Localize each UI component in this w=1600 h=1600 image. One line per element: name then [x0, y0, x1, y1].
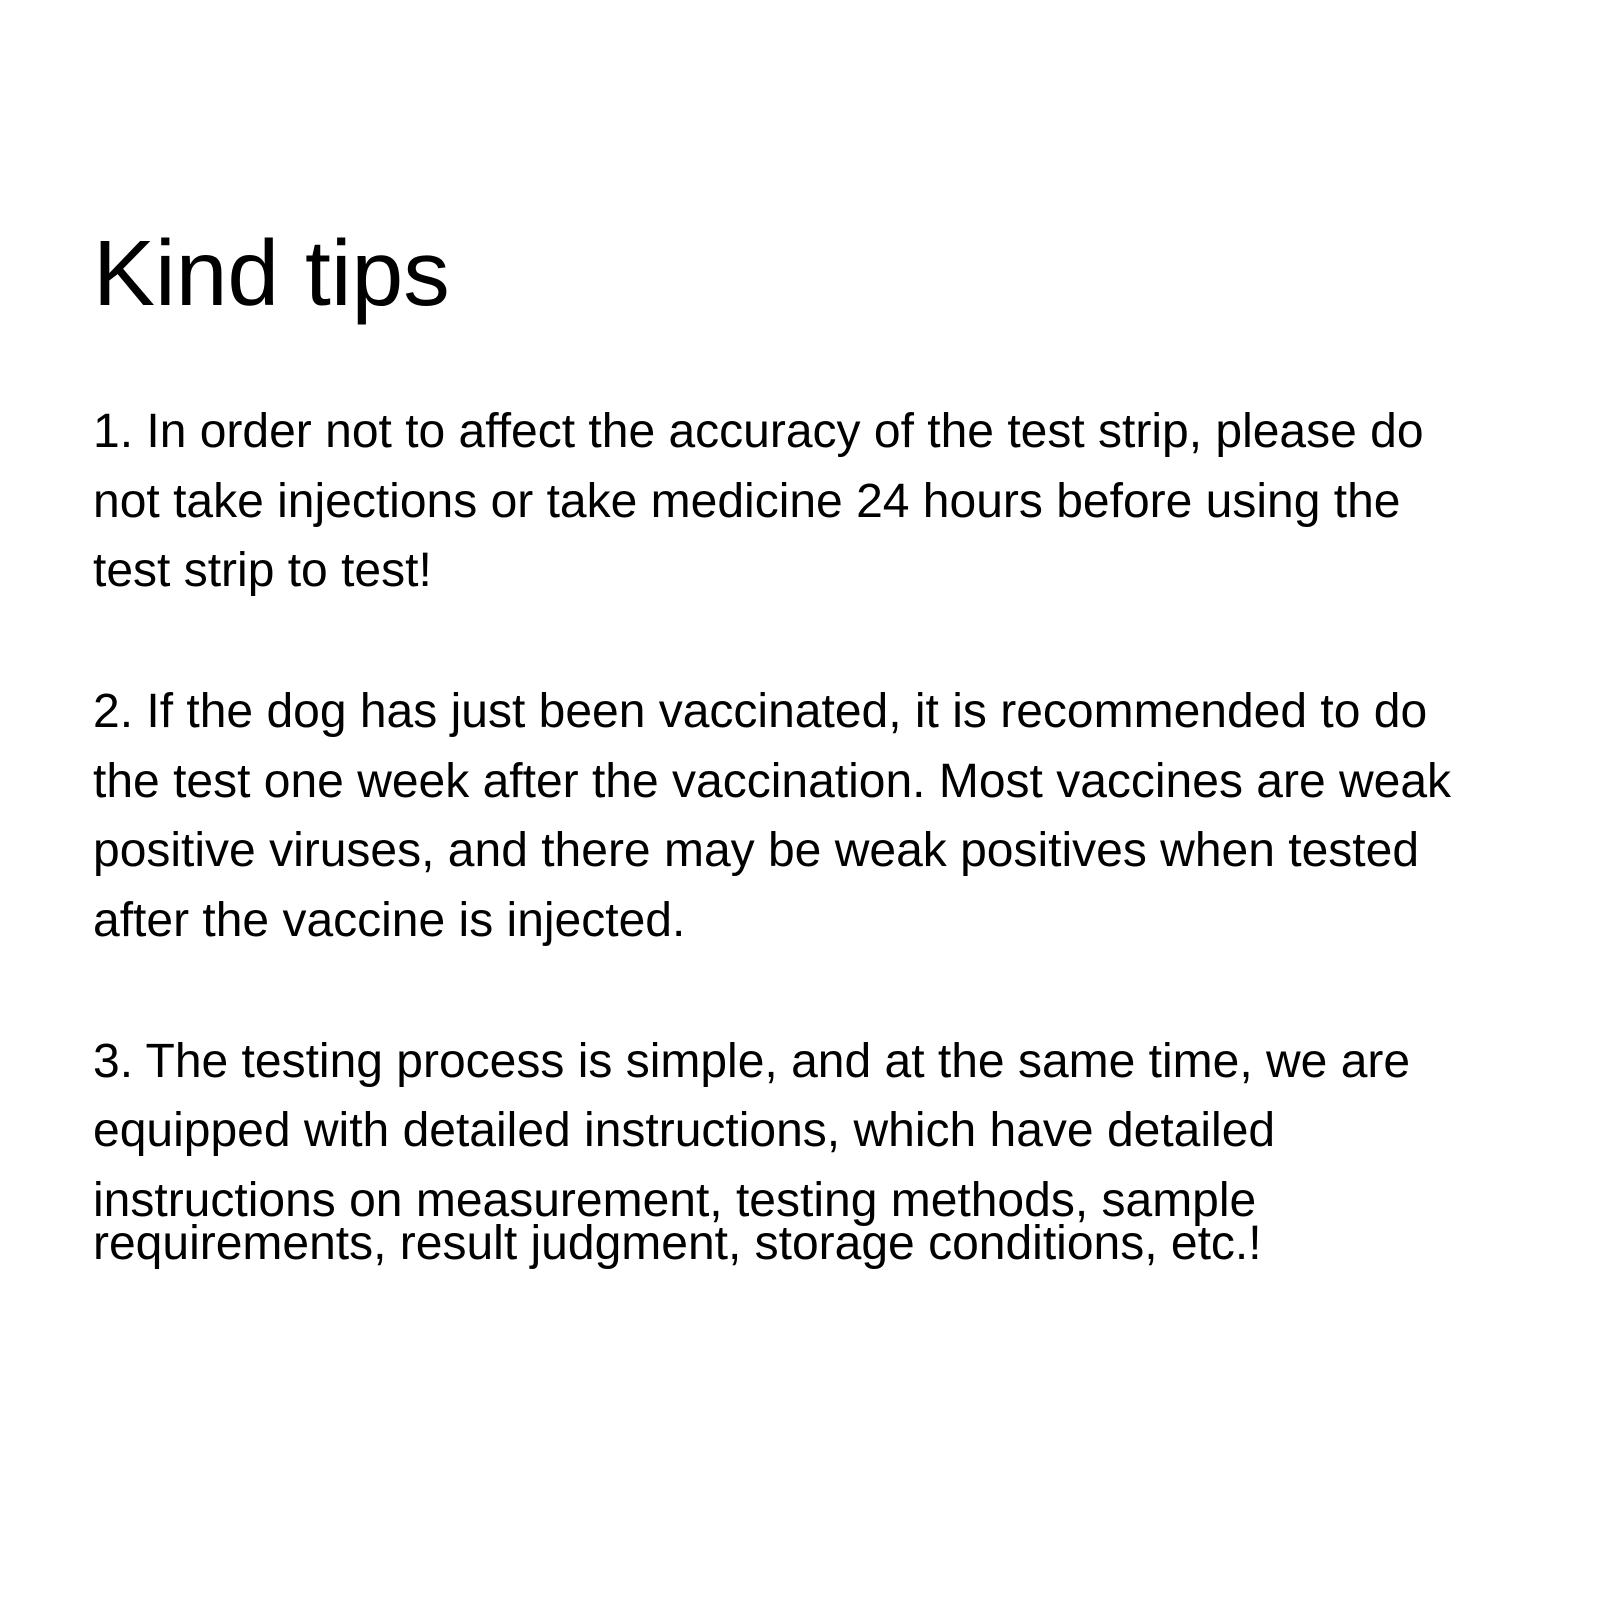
tip-3-line-4: requirements, result judgment, storage conditions, etc.! — [93, 1217, 1262, 1270]
tip-1-line-1: 1. In order not to affect the accuracy of the test strip, please do — [93, 405, 1424, 458]
tip-2-line-1: 2. If the dog has just been vaccinated, it is recommended to do — [93, 685, 1428, 738]
tip-3-line-1: 3. The testing process is simple, and at the same time, we are — [93, 1035, 1411, 1088]
tip-2-line-4: after the vaccine is injected. — [93, 894, 686, 947]
page-title: Kind tips — [93, 221, 450, 325]
tip-3-line-3: instructions on measurement, testing methods, sample — [93, 1174, 1257, 1227]
tip-1-line-3: test strip to test! — [93, 544, 432, 597]
tip-3-line-2: equipped with detailed instructions, which have detailed — [93, 1104, 1276, 1157]
tip-2-line-2: the test one week after the vaccination. Most vaccines are weak — [93, 755, 1452, 808]
tip-2-line-3: positive viruses, and there may be weak positives when tested — [93, 824, 1420, 877]
tip-1-line-2: not take injections or take medicine 24 hours before using the — [93, 475, 1401, 528]
